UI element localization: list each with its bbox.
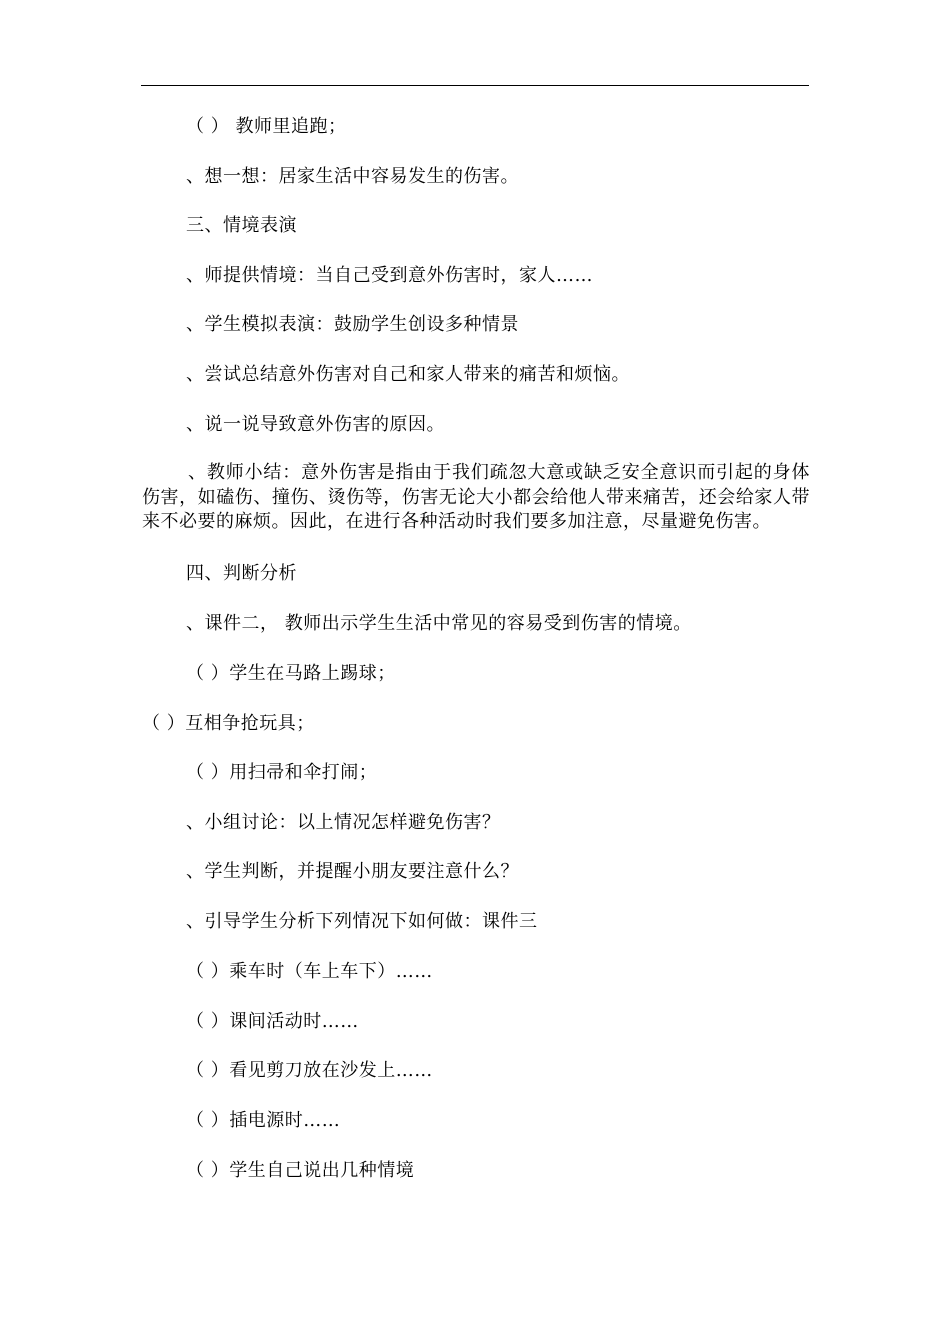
header-rule (141, 85, 809, 86)
text-line: 、学生模拟表演：鼓励学生创设多种情景 (186, 314, 519, 335)
text-line: （ ）互相争抢玩具； (142, 713, 315, 734)
text-line: 、师提供情境：当自己受到意外伤害时，家人…… (186, 265, 593, 286)
text-line: 、小组讨论：以上情况怎样避免伤害？ (186, 812, 501, 833)
text-line: 、说一说导致意外伤害的原因。 (186, 414, 445, 435)
text-line: （ ）用扫帚和伞打闹； (186, 762, 378, 783)
text-line: 、学生判断，并提醒小朋友要注意什么？ (186, 861, 519, 882)
text-line: （ ）学生自己说出几种情境 (186, 1160, 415, 1181)
section-heading: 三、情境表演 (186, 215, 297, 236)
text-line: （ ）看见剪刀放在沙发上…… (186, 1060, 433, 1081)
text-line: （ ）插电源时…… (186, 1110, 341, 1131)
text-line: （ ）课间活动时…… (186, 1011, 359, 1032)
text-line: （ ）乘车时（车上车下）…… (186, 961, 433, 982)
text-line: 、尝试总结意外伤害对自己和家人带来的痛苦和烦恼。 (186, 364, 630, 385)
text-line: （ ）学生在马路上踢球； (186, 663, 396, 684)
text-line: （ ） 教师里追跑； (186, 116, 347, 137)
section-heading: 四、判断分析 (186, 563, 297, 584)
text-line: 、引导学生分析下列情况下如何做：课件三 (186, 911, 538, 932)
summary-paragraph: 、教师小结：意外伤害是指由于我们疏忽大意或缺乏安全意识而引起的身体伤害，如磕伤、撞伤、烫伤等，伤害无论大小都会给他人带来痛苦，还会给家人带来不必要的麻烦。因此，在进行各种活动时我们要多加注意，尽量避免伤害。 (142, 462, 810, 532)
text-line: 、课件二， 教师出示学生生活中常见的容易受到伤害的情境。 (186, 613, 692, 634)
text-line: 、想一想：居家生活中容易发生的伤害。 (186, 166, 519, 187)
